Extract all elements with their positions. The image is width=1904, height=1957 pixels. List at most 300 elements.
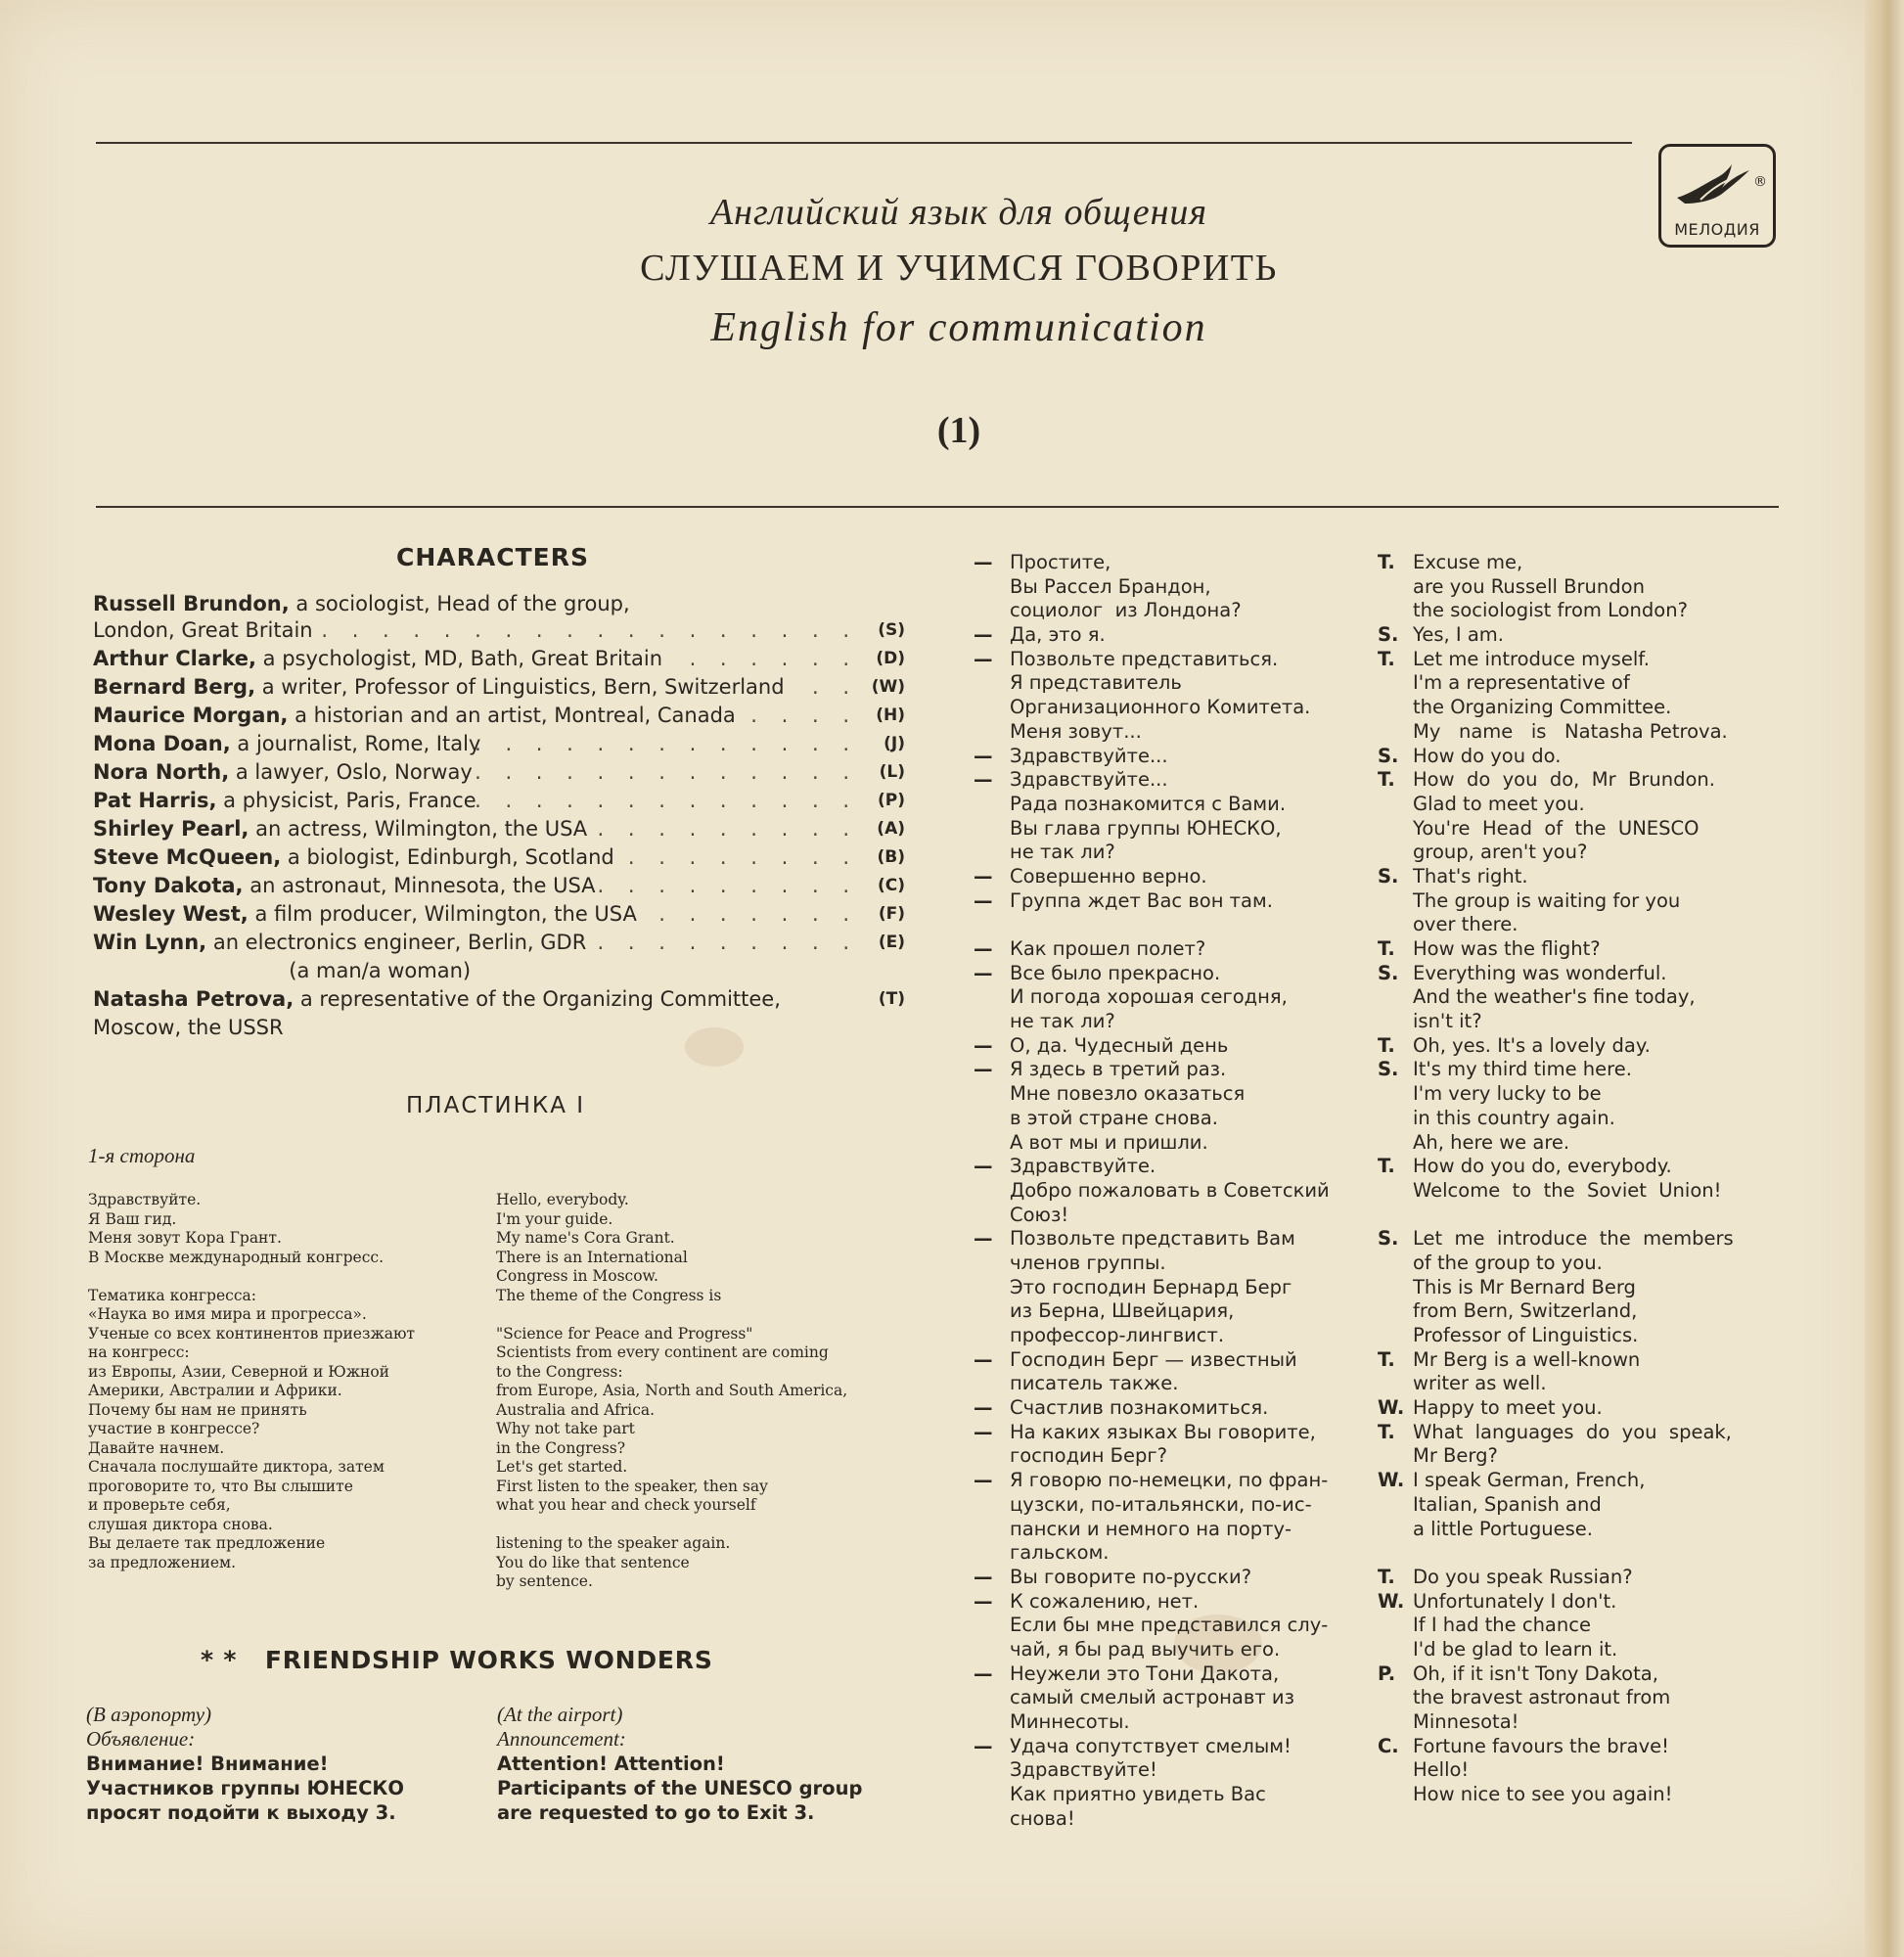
- intro-line: Scientists from every continent are coming: [496, 1343, 829, 1361]
- dialog-text: This is Mr Bernard Berg: [1413, 1275, 1636, 1298]
- dialog-text: цузски, по-итальянски, по-ис-: [1010, 1492, 1312, 1516]
- speaker-mark: T.: [1378, 1155, 1395, 1178]
- dialog-text: Let me introduce myself.: [1413, 647, 1650, 670]
- dialog-line: [974, 1227, 1365, 1252]
- dialog-line: [974, 1276, 1365, 1300]
- dialog-text: Добро пожаловать в Советский: [1010, 1178, 1330, 1202]
- speaker-mark: —: [974, 1420, 993, 1443]
- intro-line: The theme of the Congress is: [496, 1286, 722, 1304]
- dialog-line: [1378, 937, 1789, 962]
- dialog-text: И погода хорошая сегодня,: [1010, 985, 1288, 1009]
- dialog-text: Совершенно верно.: [1010, 864, 1207, 887]
- dot-leader: . . . . . . . . .: [597, 817, 858, 841]
- intro-line: Тематика конгресса:: [88, 1286, 256, 1304]
- dialog-line: [1378, 817, 1789, 842]
- character-row: [93, 787, 905, 815]
- dialog-line: [1378, 793, 1789, 817]
- character-name: Russell Brundon,: [93, 592, 290, 615]
- dialog-line: [974, 575, 1365, 600]
- dialog-text: Удача сопутствует смелым!: [1010, 1734, 1292, 1757]
- dialog-text: писатель также.: [1010, 1372, 1179, 1395]
- dialog-line: [1378, 1421, 1789, 1445]
- dialog-text: And the weather's fine today,: [1413, 985, 1696, 1009]
- dialog-line: [1378, 1155, 1789, 1179]
- speaker-mark: —: [974, 1396, 993, 1420]
- character-row: [93, 957, 905, 985]
- dialog-text: If I had the chance: [1413, 1614, 1591, 1637]
- dialog-text: Здравствуйте!: [1010, 1758, 1157, 1782]
- character-code: (E): [878, 933, 905, 952]
- dialog-text: снова!: [1010, 1806, 1075, 1830]
- dialog-line: [974, 551, 1365, 575]
- character-desc: a film producer, Wilmington, the USA: [248, 902, 637, 926]
- dialog-line: [974, 1590, 1365, 1615]
- dot-leader: . . . . . . . .: [627, 845, 858, 869]
- character-code: (P): [878, 791, 905, 810]
- character-code: (T): [878, 989, 905, 1009]
- character-name: Arthur Clarke,: [93, 647, 256, 670]
- intro-line: Здравствуйте.: [88, 1191, 202, 1208]
- speaker-mark: S.: [1378, 961, 1399, 984]
- dialog-line: [974, 1758, 1365, 1783]
- intro-line: "Science for Peace and Progress": [496, 1324, 753, 1343]
- character-name: Shirley Pearl,: [93, 817, 249, 841]
- speaker-mark: S.: [1378, 1058, 1399, 1081]
- announcement-line: Участников группы ЮНЕСКО: [86, 1777, 404, 1799]
- intro-line: [496, 1305, 907, 1325]
- character-code: (C): [877, 876, 905, 895]
- dialog-text: Господин Берг — известный: [1010, 1347, 1297, 1371]
- dialog-text: Hello!: [1413, 1758, 1470, 1782]
- dialog-line: [1378, 865, 1789, 889]
- dialog-line: [1378, 1566, 1789, 1590]
- intro-line: В Москве международный конгресс.: [88, 1248, 385, 1266]
- speaker-mark: S.: [1378, 623, 1399, 647]
- dialog-text: Oh, yes. It's a lovely day.: [1413, 1033, 1651, 1057]
- dialog-line: [974, 599, 1365, 623]
- dialog-line: [974, 793, 1365, 817]
- speaker-mark: —: [974, 888, 993, 912]
- dialog-line: [974, 1252, 1365, 1276]
- character-row: [93, 1014, 905, 1042]
- dialog-text: Здравствуйте...: [1010, 768, 1168, 792]
- speaker-mark: S.: [1378, 1227, 1399, 1251]
- dialog-text: Do you speak Russian?: [1413, 1565, 1633, 1588]
- dialog-text: in this country again.: [1413, 1106, 1615, 1129]
- dialog-line: [974, 1010, 1365, 1034]
- dialog-text: Я здесь в третий раз.: [1010, 1058, 1227, 1081]
- character-name: Pat Harris,: [93, 789, 217, 812]
- character-text: [93, 592, 630, 616]
- character-row: [93, 645, 905, 673]
- dialog-text: How do you do.: [1413, 744, 1562, 767]
- intro-line: за предложением.: [88, 1553, 237, 1571]
- dialog-text: чай, я бы рад выучить его.: [1010, 1637, 1281, 1661]
- dialog-line: [1378, 768, 1789, 793]
- dialog-line: [974, 1783, 1365, 1807]
- character-text: [93, 673, 785, 702]
- intro-line: участие в конгрессе?: [88, 1420, 260, 1437]
- speaker-mark: —: [974, 1661, 993, 1685]
- dialog-text: Я представитель: [1010, 671, 1182, 695]
- dialog-line: [974, 1131, 1365, 1156]
- dialog-text: Excuse me,: [1413, 551, 1523, 573]
- dialog-text: пански и немного на порту-: [1010, 1517, 1292, 1540]
- middle-rule: [96, 506, 1779, 508]
- dialog-line: [974, 1179, 1365, 1204]
- character-desc: an astronaut, Minnesota, the USA: [243, 874, 596, 897]
- character-text: [93, 645, 662, 673]
- section-title: [201, 1646, 713, 1674]
- dialog-text: The group is waiting for you: [1413, 888, 1681, 912]
- intro-line: слушая диктора снова.: [88, 1515, 273, 1533]
- dialog-text: К сожалению, нет.: [1010, 1589, 1200, 1613]
- intro-line: проговорите то, что Вы слышите: [88, 1477, 353, 1495]
- intro-english: [496, 1191, 907, 1592]
- intro-russian: [88, 1191, 479, 1572]
- character-row: [93, 616, 905, 645]
- dialog-text: It's my third time here.: [1413, 1058, 1632, 1081]
- dialog-text: What languages do you speak,: [1413, 1420, 1732, 1443]
- speaker-mark: —: [974, 937, 993, 960]
- announcement-line: Participants of the UNESCO group: [497, 1777, 863, 1799]
- dialog-line: [1378, 1469, 1789, 1493]
- dialog-text: Группа ждет Вас вон там.: [1010, 888, 1273, 912]
- dot-leader: . . . . . . . . . . . . .: [475, 760, 858, 784]
- character-text: [93, 957, 471, 985]
- character-desc: a writer, Professor of Linguistics, Bern, Switzerland: [255, 675, 785, 699]
- character-code: (S): [878, 620, 905, 640]
- intro-line: Меня зовут Кора Грант.: [88, 1229, 282, 1247]
- dialog-text: Здравствуйте.: [1010, 1155, 1156, 1178]
- dialog-text: господин Берг?: [1010, 1444, 1168, 1468]
- dialog-text: На каких языках Вы говорите,: [1010, 1420, 1316, 1443]
- dialog-text: гальском.: [1010, 1541, 1110, 1565]
- dot-leader: . . . . . . .: [658, 902, 858, 926]
- dialog-line: [1378, 1541, 1789, 1566]
- title-russian-italic: Английский язык для общения: [709, 192, 1208, 233]
- intro-line: My name's Cora Grant.: [496, 1229, 675, 1247]
- dialog-line: [974, 1735, 1365, 1759]
- dialog-line: [1378, 1758, 1789, 1783]
- dialog-line: [1378, 1252, 1789, 1276]
- dialog-text: Happy to meet you.: [1413, 1396, 1603, 1420]
- character-code: (H): [876, 705, 905, 725]
- speaker-mark: —: [974, 1155, 993, 1178]
- character-row: [93, 592, 905, 616]
- dot-leader: . .: [811, 675, 858, 699]
- speaker-mark: —: [974, 1058, 993, 1081]
- character-desc: an electronics engineer, Berlin, GDR: [206, 931, 587, 954]
- character-row: [93, 673, 905, 702]
- dialog-line: [1378, 1735, 1789, 1759]
- character-text: [93, 787, 476, 815]
- dialog-line: [974, 1421, 1365, 1445]
- dialog-text: Welcome to the Soviet Union!: [1413, 1178, 1722, 1202]
- airport-english: [497, 1703, 862, 1825]
- speaker-mark: —: [974, 864, 993, 887]
- dialog-line: [974, 841, 1365, 865]
- dialog-line: [1378, 1276, 1789, 1300]
- character-name: Natasha Petrova,: [93, 987, 295, 1011]
- intro-line: Вы делаете так предложение: [88, 1534, 326, 1552]
- dialog-text: writer as well.: [1413, 1372, 1547, 1395]
- speaker-mark: —: [974, 1589, 993, 1613]
- intro-line: Congress in Moscow.: [496, 1267, 658, 1285]
- speaker-mark: —: [974, 768, 993, 792]
- dialog-text: over there.: [1413, 913, 1519, 936]
- intro-line: First listen to the speaker, then say: [496, 1477, 768, 1495]
- dialog-line: [974, 1372, 1365, 1396]
- dialog-text: Как прошел полет?: [1010, 937, 1206, 960]
- speaker-mark: —: [974, 1565, 993, 1588]
- dialog-line: [974, 671, 1365, 696]
- section-stars: * *: [201, 1646, 238, 1674]
- dialog-line: [1378, 1348, 1789, 1373]
- intro-line: I'm your guide.: [496, 1209, 613, 1228]
- dialog-line: [1378, 985, 1789, 1010]
- dialog-text: Позвольте представить Вам: [1010, 1227, 1295, 1251]
- speaker-mark: —: [974, 744, 993, 767]
- section-title-text: FRIENDSHIP WORKS WONDERS: [264, 1646, 713, 1674]
- character-row: [93, 843, 905, 872]
- dot-leader: . . . . . .: [689, 647, 858, 670]
- character-name: Tony Dakota,: [93, 874, 244, 897]
- speaker-mark: W.: [1378, 1396, 1405, 1420]
- dialog-line: [1378, 599, 1789, 623]
- character-name: Nora North,: [93, 760, 230, 784]
- intro-line: Давайте начнем.: [88, 1438, 225, 1457]
- character-desc: a journalist, Rome, Italy: [230, 732, 481, 755]
- character-text: [93, 985, 781, 1014]
- volume-number: (1): [936, 410, 981, 451]
- dialog-text: the Organizing Committee.: [1413, 696, 1672, 719]
- dialog-text: из Берна, Швейцария,: [1010, 1299, 1235, 1323]
- speaker-mark: —: [974, 1347, 993, 1371]
- character-text: [93, 900, 637, 929]
- dialog-text: членов группы.: [1010, 1251, 1166, 1274]
- intro-line: Я Ваш гид.: [88, 1209, 177, 1228]
- character-name: Win Lynn,: [93, 931, 207, 954]
- character-row: [93, 730, 905, 758]
- dialog-line: [1378, 1204, 1789, 1228]
- dialog-line: [1378, 1010, 1789, 1034]
- logo-word: МЕЛОДИЯ: [1674, 220, 1760, 239]
- character-text: [93, 702, 736, 730]
- character-row: [93, 702, 905, 730]
- character-name: Bernard Berg,: [93, 675, 256, 699]
- dialog-text: My name is Natasha Petrova.: [1413, 719, 1728, 743]
- dialog-text: from Bern, Switzerland,: [1413, 1299, 1638, 1323]
- dialog-text: Mr Berg?: [1413, 1444, 1498, 1468]
- dialog-line: [974, 1348, 1365, 1373]
- intro-line: by sentence.: [496, 1572, 593, 1590]
- dialog-line: [1378, 1493, 1789, 1518]
- character-desc: an actress, Wilmington, the USA: [249, 817, 588, 841]
- dialog-text: Minnesota!: [1413, 1710, 1519, 1733]
- dialog-line: [1378, 1058, 1789, 1082]
- speaker-mark: —: [974, 551, 993, 573]
- airport-place: (В аэропорту): [86, 1703, 212, 1726]
- dialog-line: [974, 962, 1365, 986]
- character-desc: a biologist, Edinburgh, Scotland: [281, 845, 614, 869]
- dialog-line: [974, 889, 1365, 914]
- dialog-text: How was the flight?: [1413, 937, 1601, 960]
- intro-line: You do like that sentence: [496, 1553, 690, 1571]
- dialog-text: Все было прекрасно.: [1010, 961, 1221, 984]
- dialog-text: Счастлив познакомиться.: [1010, 1396, 1269, 1420]
- dialog-text: I'm very lucky to be: [1413, 1082, 1602, 1106]
- character-text: [93, 616, 313, 645]
- intro-line: Ученые со всех континентов приезжают: [88, 1324, 416, 1343]
- character-row: [93, 985, 905, 1014]
- dialog-text: Если бы мне представился слу-: [1010, 1614, 1329, 1637]
- intro-line: Let's get started.: [496, 1458, 628, 1476]
- dialog-line: [1378, 1227, 1789, 1252]
- intro-line: to the Congress:: [496, 1362, 623, 1381]
- dialog-text: Неужели это Тони Дакота,: [1010, 1661, 1280, 1685]
- speaker-mark: T.: [1378, 1033, 1395, 1057]
- speaker-mark: P.: [1378, 1661, 1396, 1685]
- speaker-mark: T.: [1378, 1420, 1395, 1443]
- dialog-text: Mr Berg is a well-known: [1413, 1347, 1641, 1371]
- character-code: (J): [884, 734, 905, 753]
- dialog-line: [974, 1155, 1365, 1179]
- dialog-text: Fortune favours the brave!: [1413, 1734, 1669, 1757]
- dialog-line: [1378, 1518, 1789, 1542]
- characters-heading: CHARACTERS: [396, 543, 589, 571]
- intro-line: Сначала послушайте диктора, затем: [88, 1458, 385, 1476]
- speaker-mark: T.: [1378, 1347, 1395, 1371]
- intro-line: from Europe, Asia, North and South America,: [496, 1382, 848, 1399]
- record-label: ПЛАСТИНКА I: [406, 1093, 586, 1118]
- dialog-line: [1378, 1783, 1789, 1807]
- dialog-line: [1378, 1710, 1789, 1735]
- dialog-text: How nice to see you again!: [1413, 1783, 1673, 1806]
- character-code: (L): [879, 762, 905, 782]
- dialog-line: [1378, 841, 1789, 865]
- character-code: (W): [871, 677, 905, 697]
- character-desc: a physicist, Paris, France: [216, 789, 476, 812]
- dialog-line: [974, 768, 1365, 793]
- dialog-text: a little Portuguese.: [1413, 1517, 1593, 1540]
- intro-line: на конгресс:: [88, 1343, 190, 1361]
- dialog-line: [974, 1299, 1365, 1324]
- dialog-line: [974, 1324, 1365, 1348]
- speaker-mark: W.: [1378, 1469, 1405, 1492]
- speaker-mark: T.: [1378, 551, 1395, 573]
- intro-line: Australia and Africa.: [496, 1400, 656, 1419]
- dot-leader: . . . . . . . . . . . . . .: [443, 789, 858, 812]
- registered-mark: ®: [1753, 174, 1767, 190]
- dialog-line: [974, 1686, 1365, 1710]
- dialog-russian: [974, 551, 1365, 1831]
- character-text: [93, 815, 587, 843]
- dialog-text: Everything was wonderful.: [1413, 961, 1667, 984]
- character-code: (A): [877, 819, 905, 839]
- intro-line: «Наука во имя мира и прогресса».: [88, 1305, 367, 1323]
- dialog-line: [974, 696, 1365, 720]
- character-code: (F): [878, 904, 905, 924]
- dialog-line: [1378, 1179, 1789, 1204]
- dialog-text: Let me introduce the members: [1413, 1227, 1734, 1251]
- dot-leader: . . . .: [750, 704, 858, 727]
- speaker-mark: —: [974, 1469, 993, 1492]
- dialog-line: [1378, 889, 1789, 914]
- dialog-line: [1378, 745, 1789, 769]
- dialog-text: are you Russell Brundon: [1413, 574, 1645, 598]
- intro-line: [496, 1516, 907, 1535]
- dialog-text: Союз!: [1010, 1203, 1069, 1226]
- dialog-line: [1378, 696, 1789, 720]
- airport-label: Объявление:: [86, 1727, 196, 1751]
- dialog-text: Как приятно увидеть Вас: [1010, 1783, 1266, 1806]
- dialog-line: [974, 817, 1365, 842]
- intro-line: Why not take part: [496, 1420, 635, 1437]
- dialog-text: Да, это я.: [1010, 623, 1106, 647]
- dialog-text: How do you do, Mr Brundon.: [1413, 768, 1715, 792]
- announcement-line: Внимание! Внимание!: [86, 1752, 329, 1775]
- dialog-line: [1378, 1662, 1789, 1687]
- dialog-text: Glad to meet you.: [1413, 792, 1585, 815]
- dialog-line: [974, 937, 1365, 962]
- dialog-line: [974, 1082, 1365, 1107]
- dialog-line: [1378, 1372, 1789, 1396]
- dialog-line: [1378, 551, 1789, 575]
- dialog-line: [974, 1107, 1365, 1131]
- dialog-line: [974, 1566, 1365, 1590]
- speaker-mark: —: [974, 961, 993, 984]
- dialog-text: Простите,: [1010, 551, 1111, 573]
- character-desc: a historian and an artist, Montreal, Canada: [288, 704, 736, 727]
- speaker-mark: S.: [1378, 864, 1399, 887]
- dialog-line: [1378, 1638, 1789, 1662]
- dialog-line: [1378, 720, 1789, 745]
- character-row: [93, 815, 905, 843]
- speaker-mark: —: [974, 623, 993, 647]
- dialog-text: профессор-лингвист.: [1010, 1324, 1225, 1346]
- dialog-line: [974, 1493, 1365, 1518]
- dialog-line: [974, 1710, 1365, 1735]
- speaker-mark: T.: [1378, 937, 1395, 960]
- dialog-line: [974, 1614, 1365, 1638]
- dialog-text: I speak German, French,: [1413, 1469, 1646, 1492]
- announcement-line: Attention! Attention!: [497, 1752, 725, 1775]
- dot-leader: . . . . . . . . . . . . .: [475, 732, 858, 755]
- intro-line: listening to the speaker again.: [496, 1534, 731, 1552]
- dialog-text: Oh, if it isn't Tony Dakota,: [1413, 1661, 1658, 1685]
- intro-line: Америки, Австралии и Африки.: [88, 1382, 342, 1399]
- dialog-line: [974, 1518, 1365, 1542]
- dialog-line: [1378, 1131, 1789, 1156]
- character-name: Steve McQueen,: [93, 845, 282, 869]
- speaker-mark: —: [974, 1734, 993, 1757]
- character-text: [93, 730, 480, 758]
- speaker-mark: S.: [1378, 744, 1399, 767]
- dialog-text: Меня зовут...: [1010, 719, 1142, 743]
- intro-line: Hello, everybody.: [496, 1191, 629, 1208]
- dialog-line: [974, 720, 1365, 745]
- speaker-mark: C.: [1378, 1734, 1399, 1757]
- dialog-line: [1378, 1614, 1789, 1638]
- dialog-line: [974, 913, 1365, 937]
- character-name: Mona Doan,: [93, 732, 231, 755]
- dialog-line: [1378, 1034, 1789, 1059]
- dialog-line: [1378, 648, 1789, 672]
- dialog-line: [1378, 671, 1789, 696]
- page-edge: [1865, 0, 1904, 1957]
- announcement-line: are requested to go to Exit 3.: [497, 1801, 815, 1824]
